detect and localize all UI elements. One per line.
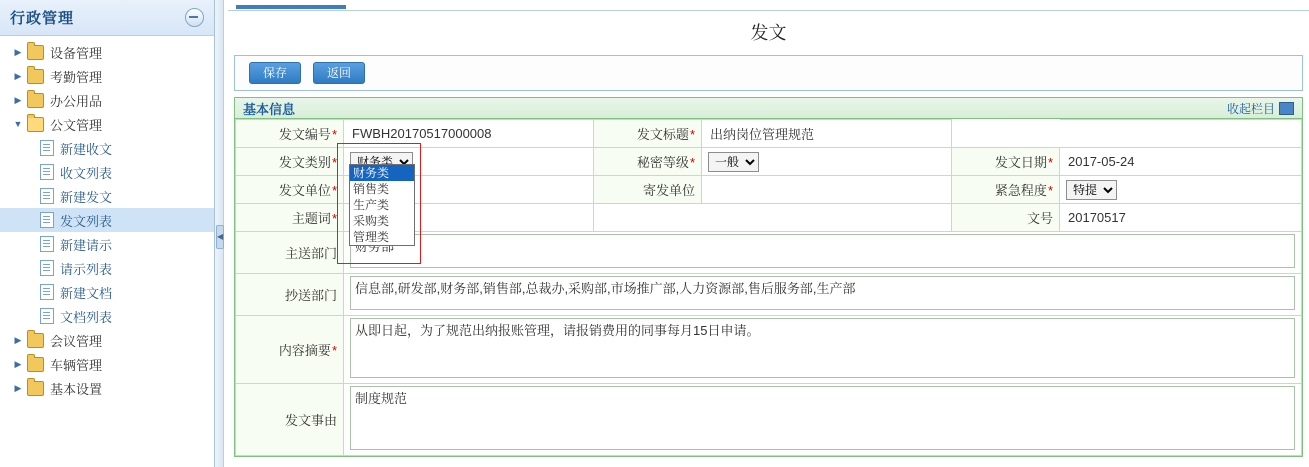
folder-icon	[27, 357, 44, 372]
sidebar-item-label: 请示列表	[60, 261, 113, 277]
dropdown-option-3[interactable]: 采购类	[353, 214, 390, 228]
minus-circle-icon[interactable]	[185, 8, 204, 27]
sidebar-item-new-request[interactable]	[0, 232, 214, 256]
table-row	[236, 120, 1302, 148]
spacer-cell	[952, 120, 1060, 148]
cc-dept-textarea[interactable]	[350, 276, 1295, 310]
urgency-select[interactable]	[1066, 180, 1117, 200]
document-icon	[40, 212, 54, 228]
sidebar-item-meeting[interactable]	[0, 328, 214, 352]
sidebar-item-new-incoming[interactable]	[0, 136, 214, 160]
section-title: 基本信息	[243, 101, 296, 117]
to-dept-value-cell[interactable]	[344, 232, 1302, 274]
doc-no-value-cell	[344, 120, 594, 148]
required-mark: *	[1047, 155, 1053, 170]
sidebar-item-new-outgoing[interactable]	[0, 184, 214, 208]
urgency-label: 紧急程度	[994, 183, 1047, 198]
chevron-right-icon: ▶	[14, 94, 22, 105]
basic-info-section	[234, 97, 1303, 457]
summary-value-cell[interactable]	[344, 316, 1302, 384]
chevron-right-icon: ▶	[14, 358, 22, 369]
sidebar-splitter[interactable]	[215, 0, 224, 467]
keyword-label-cell	[236, 204, 344, 232]
sidebar-title: 行政管理	[10, 10, 75, 27]
document-icon	[40, 164, 54, 180]
sidebar-item-vehicle[interactable]	[0, 352, 214, 376]
folder-open-icon	[27, 117, 44, 132]
cc-dept-label: 抄送部门	[284, 288, 337, 303]
sidebar-item-label: 设备管理	[50, 45, 103, 61]
sidebar-item-label: 车辆管理	[50, 357, 103, 373]
category-label: 发文类别	[278, 155, 331, 170]
doc-no-label-cell	[236, 120, 344, 148]
sidebar-item-label: 公文管理	[50, 117, 103, 133]
docnum-label: 文号	[1026, 211, 1053, 226]
form-toolbar	[234, 55, 1303, 91]
document-icon	[40, 260, 54, 276]
spacer-cell-2	[1060, 120, 1302, 148]
folder-icon	[27, 381, 44, 396]
navigation-tree	[0, 36, 214, 400]
secret-label: 秘密等级	[636, 155, 689, 170]
document-icon	[40, 188, 54, 204]
spacer-cell-4	[702, 204, 952, 232]
doc-no-label: 发文编号	[278, 127, 331, 142]
category-label-cell	[236, 148, 344, 176]
sidebar-header	[0, 0, 214, 36]
dropdown-option-0[interactable]: 财务类	[350, 165, 414, 181]
page-title: 发文	[750, 23, 787, 43]
document-icon	[40, 236, 54, 252]
docnum-label-cell	[952, 204, 1060, 232]
to-dept-label-cell	[236, 232, 344, 274]
to-dept-label: 主送部门	[284, 246, 337, 261]
required-mark: *	[331, 183, 337, 198]
cc-dept-label-cell	[236, 274, 344, 316]
document-icon	[40, 284, 54, 300]
required-mark: *	[331, 211, 337, 226]
chevron-right-icon: ▶	[14, 46, 22, 57]
title-input[interactable]	[708, 125, 940, 142]
chevron-down-icon: ▼	[13, 119, 23, 129]
folder-icon	[27, 93, 44, 108]
chevron-right-icon: ▶	[14, 334, 22, 345]
folder-icon	[27, 333, 44, 348]
title-value-cell[interactable]	[702, 120, 952, 148]
sidebar-item-label: 基本设置	[50, 381, 103, 397]
sidebar-item-incoming-list[interactable]	[0, 160, 214, 184]
reason-value-cell[interactable]	[344, 384, 1302, 456]
date-label: 发文日期	[994, 155, 1047, 170]
secret-label-cell	[594, 148, 702, 176]
table-row	[236, 316, 1302, 384]
docnum-value-cell[interactable]	[1060, 204, 1302, 232]
sidebar-item-outgoing-list[interactable]	[0, 208, 214, 232]
folder-icon	[27, 45, 44, 60]
sidebar-item-label: 会议管理	[50, 333, 103, 349]
category-dropdown-list[interactable]	[349, 164, 415, 246]
title-label: 发文标题	[636, 127, 689, 142]
sidebar-item-label: 收文列表	[60, 165, 113, 181]
tab-strip	[228, 0, 1309, 11]
chevron-right-icon: ▶	[14, 70, 22, 81]
urgency-value-cell[interactable]	[1060, 176, 1302, 204]
sidebar-item-office-supplies[interactable]	[0, 88, 214, 112]
dropdown-option-2[interactable]: 生产类	[353, 198, 390, 212]
sidebar-item-equipment[interactable]	[0, 40, 214, 64]
keyword-label: 主题词	[291, 211, 331, 226]
section-header	[235, 97, 1302, 119]
chevron-right-icon: ▶	[14, 382, 22, 393]
spacer-cell-3	[594, 204, 702, 232]
send-unit-input[interactable]	[708, 181, 940, 198]
summary-textarea[interactable]	[350, 318, 1295, 378]
reason-label: 发文事由	[284, 413, 337, 428]
urgency-label-cell	[952, 176, 1060, 204]
sidebar-item-basic-settings[interactable]	[0, 376, 214, 400]
sidebar-item-label: 发文列表	[60, 213, 113, 229]
secret-value-cell[interactable]	[702, 148, 952, 176]
docnum-input[interactable]	[1066, 209, 1290, 226]
table-row	[236, 274, 1302, 316]
to-dept-textarea[interactable]	[350, 234, 1295, 268]
required-mark: *	[331, 127, 337, 142]
required-mark: *	[689, 127, 695, 142]
cc-dept-value-cell[interactable]	[344, 274, 1302, 316]
sidebar-item-label: 考勤管理	[50, 69, 103, 85]
required-mark: *	[331, 343, 337, 358]
collapse-box-icon[interactable]	[1279, 102, 1294, 115]
date-input[interactable]	[1066, 153, 1290, 170]
secret-level-select[interactable]	[708, 152, 759, 172]
date-label-cell	[952, 148, 1060, 176]
document-icon	[40, 308, 54, 324]
reason-label-cell	[236, 384, 344, 456]
sidebar	[0, 0, 215, 467]
document-icon	[40, 140, 54, 156]
sidebar-item-document-management[interactable]	[0, 112, 214, 136]
date-value-cell[interactable]	[1060, 148, 1302, 176]
save-button[interactable]: 保存	[249, 62, 301, 84]
section-collapse-toggle[interactable]	[1227, 100, 1294, 117]
required-mark: *	[1047, 183, 1053, 198]
sidebar-item-label: 新建请示	[60, 237, 113, 253]
sidebar-item-label: 办公用品	[50, 93, 103, 109]
sidebar-item-label: 新建收文	[60, 141, 113, 157]
sidebar-item-attendance[interactable]	[0, 64, 214, 88]
splitter-grip-icon[interactable]: ◀	[216, 225, 224, 249]
section-collapse-label: 收起栏目	[1226, 101, 1275, 116]
table-row	[236, 384, 1302, 456]
send-unit-label-cell	[594, 176, 702, 204]
send-unit-value-cell[interactable]	[702, 176, 952, 204]
sidebar-item-new-archive[interactable]	[0, 280, 214, 304]
folder-icon	[27, 69, 44, 84]
required-mark: *	[689, 155, 695, 170]
back-button[interactable]: 返回	[313, 62, 365, 84]
sidebar-item-archive-list[interactable]	[0, 304, 214, 328]
summary-label-cell	[236, 316, 344, 384]
sidebar-item-label: 新建文档	[60, 285, 113, 301]
dept-label: 发文单位	[278, 183, 331, 198]
sidebar-item-request-list[interactable]	[0, 256, 214, 280]
send-unit-label: 寄发单位	[642, 183, 695, 198]
reason-textarea[interactable]	[350, 386, 1295, 450]
required-mark: *	[331, 155, 337, 170]
title-label-cell	[594, 120, 702, 148]
sidebar-item-label: 新建发文	[60, 189, 113, 205]
tab-active-indicator[interactable]	[236, 5, 346, 9]
dropdown-option-1[interactable]: 销售类	[353, 182, 390, 196]
summary-label: 内容摘要	[278, 343, 331, 358]
sidebar-item-label: 文档列表	[60, 309, 113, 325]
dept-label-cell	[236, 176, 344, 204]
dropdown-option-4[interactable]: 管理类	[353, 230, 390, 244]
doc-no-value: FWBH20170517000008	[352, 126, 492, 141]
